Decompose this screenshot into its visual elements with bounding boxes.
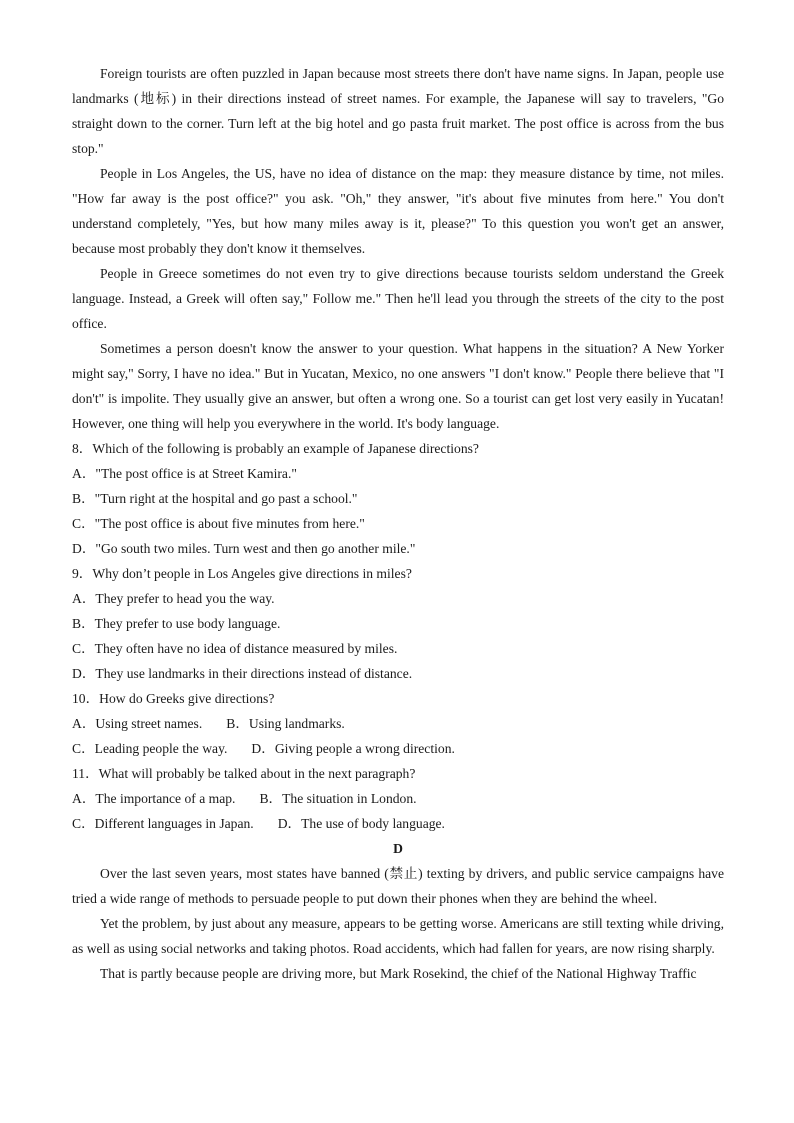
option-d: D．The use of body language. — [277, 816, 445, 831]
question-stem: 11．What will probably be talked about in the next paragraph? — [72, 766, 416, 781]
option-b: B．"Turn right at the hospital and go past a school." — [72, 491, 358, 506]
option-c: C．They often have no idea of distance measured by miles. — [72, 641, 398, 656]
document-page — [72, 61, 724, 986]
option-b: B．They prefer to use body language. — [72, 616, 281, 631]
option-b: B．The situation in London. — [259, 791, 417, 806]
section-heading-d: D — [393, 841, 403, 856]
options-row-2 — [72, 736, 724, 761]
option-c: C．Leading people the way. — [72, 741, 228, 756]
option-a: A．"The post office is at Street Kamira." — [72, 466, 297, 481]
question-8 — [72, 436, 724, 561]
option-b: B．Using landmarks. — [226, 716, 345, 731]
passage-c-paragraph-4: Sometimes a person doesn't know the answer to your question. What happens in the situation? A New Yorker might say," Sorry, I have no idea." But in Yucatan, Mexico, no one answers "I don't know." People there believe that "I don't" is impolite. They usually give an answer, but often a wrong one. So a tourist can get lost very easily in Yucatan! However, one thing will help you everywhere in the world. It's body language. — [72, 341, 724, 431]
option-a: A．Using street names. — [72, 716, 203, 731]
option-d: D．They use landmarks in their directions instead of distance. — [72, 666, 413, 681]
question-10 — [72, 686, 724, 761]
passage-c-paragraph-2: People in Los Angeles, the US, have no idea of distance on the map: they measure distance by time, not miles. "How far away is the post office?" you ask. "Oh," they answer, "it's about five minutes from here." You don't understand completely, "Yes, but how many miles away is it, please?" To this question you won't get an answer, because most probably they don't know it themselves. — [72, 166, 724, 256]
passage-c-paragraph-3: People in Greece sometimes do not even try to give directions because tourists seldom understand the Greek language. Instead, a Greek will often say," Follow me." Then he'll lead you through the streets of the city to the post office. — [72, 266, 724, 331]
option-a: A．The importance of a map. — [72, 791, 236, 806]
option-c: C．Different languages in Japan. — [72, 816, 254, 831]
question-9 — [72, 561, 724, 686]
options-row-2 — [72, 811, 724, 836]
question-stem: 10．How do Greeks give directions? — [72, 691, 275, 706]
options-row-1 — [72, 711, 724, 736]
passage-d-paragraph-3: That is partly because people are driving more, but Mark Rosekind, the chief of the National Highway Traffic — [100, 966, 697, 981]
options-row-1 — [72, 786, 724, 811]
option-d: D．Giving people a wrong direction. — [251, 741, 455, 756]
passage-d-paragraph-2: Yet the problem, by just about any measure, appears to be getting worse. Americans are still texting while driving, as well as using social networks and taking photos. Road accidents, which had fallen for years, are now rising sharply. — [72, 916, 724, 956]
question-stem: 8．Which of the following is probably an example of Japanese directions? — [72, 441, 479, 456]
question-11 — [72, 761, 724, 836]
question-stem: 9．Why don’t people in Los Angeles give directions in miles? — [72, 566, 412, 581]
option-c: C．"The post office is about five minutes from here." — [72, 516, 365, 531]
passage-c-paragraph-1: Foreign tourists are often puzzled in Japan because most streets there don't have name signs. In Japan, people use landmarks (地标) in their directions instead of street names. For example, the Japanese will say to travelers, "Go straight down to the corner. Turn left at the big hotel and go pasta fruit market. The post office is across from the bus stop." — [72, 66, 724, 156]
option-d: D．"Go south two miles. Turn west and then go another mile." — [72, 541, 416, 556]
passage-d-paragraph-1: Over the last seven years, most states have banned (禁止) texting by drivers, and public service campaigns have tried a wide range of methods to persuade people to put down their phones when they are behind the wheel. — [72, 866, 724, 906]
option-a: A．They prefer to head you the way. — [72, 591, 275, 606]
